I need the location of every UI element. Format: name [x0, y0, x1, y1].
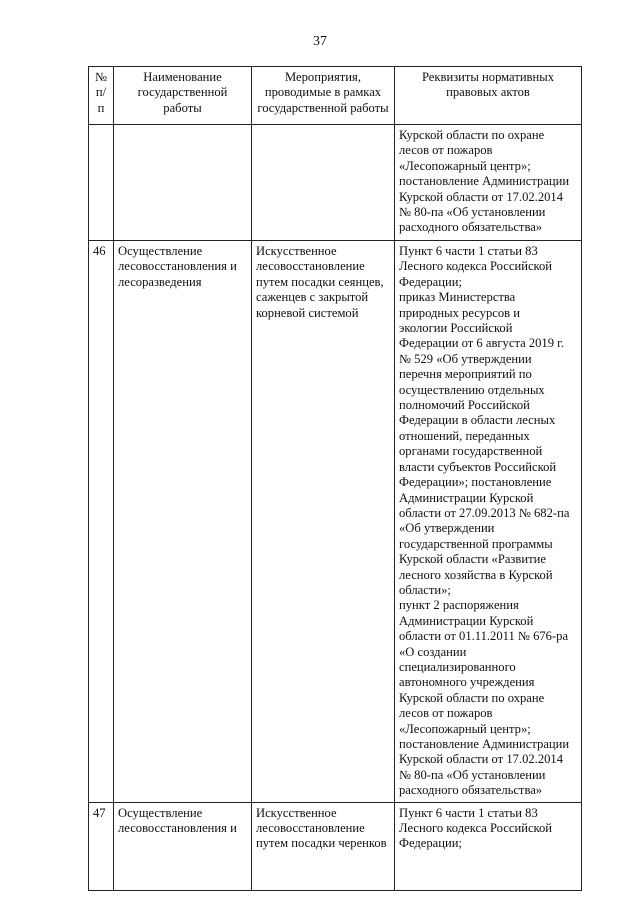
row-number: 46	[89, 241, 114, 803]
legal-acts: Пункт 6 части 1 статьи 83 Лесного кодекса Российской Федерации; приказ Министерства природных ресурсов и экологии Российской Федерации от 6 августа 2019 г. № 529 «Об утверждении перечня мероприятий по осуществлению отдельных полномочий Российской Федерации в области лесных отношений, переданных органами государственной власти субъектов Российской Федерации»; постановление Администрации Курской области от 27.09.2013 № 682-па «Об утверждении государственной программы Курской области «Развитие лесного хозяйства в Курской области»; пункт 2 распоряжения Администрации Курской области от 01.11.2011 № 676-ра «О создании специализированного автономного учреждения Курской области по охране лесов от пожаров «Лесопожарный центр»; постановление Администрации Курской области от 17.02.2014 № 80-па «Об установлении расходного обязательства»	[395, 241, 582, 803]
row-number: 47	[89, 802, 114, 890]
table-row	[89, 125, 582, 241]
work-name: Осуществление лесовосстановления и лесоразведения	[114, 241, 252, 803]
legal-acts: Курской области по охране лесов от пожаров «Лесопожарный центр»; постановление Администрации Курской области от 17.02.2014 № 80-па «Об установлении расходного обязательства»	[395, 125, 582, 241]
activity: Искусственное лесовосстановление путем посадки черенков	[252, 802, 395, 890]
regulatory-table	[88, 66, 582, 891]
table-row	[89, 241, 582, 803]
row-number	[89, 125, 114, 241]
page-number: 37	[313, 34, 327, 49]
header-number: № п/п	[89, 67, 114, 125]
table-header	[89, 67, 582, 125]
header-legal-acts: Реквизиты нормативных правовых актов	[395, 67, 582, 125]
activity: Искусственное лесовосстановление путем посадки сеянцев, саженцев с закрытой корневой системой	[252, 241, 395, 803]
legal-acts: Пункт 6 части 1 статьи 83 Лесного кодекса Российской Федерации;	[395, 802, 582, 890]
header-work-name: Наименование государственной работы	[114, 67, 252, 125]
header-activities: Мероприятия, проводимые в рамках государственной работы	[252, 67, 395, 125]
work-name	[114, 125, 252, 241]
table-row	[89, 802, 582, 890]
activity	[252, 125, 395, 241]
work-name: Осуществление лесовосстановления и	[114, 802, 252, 890]
